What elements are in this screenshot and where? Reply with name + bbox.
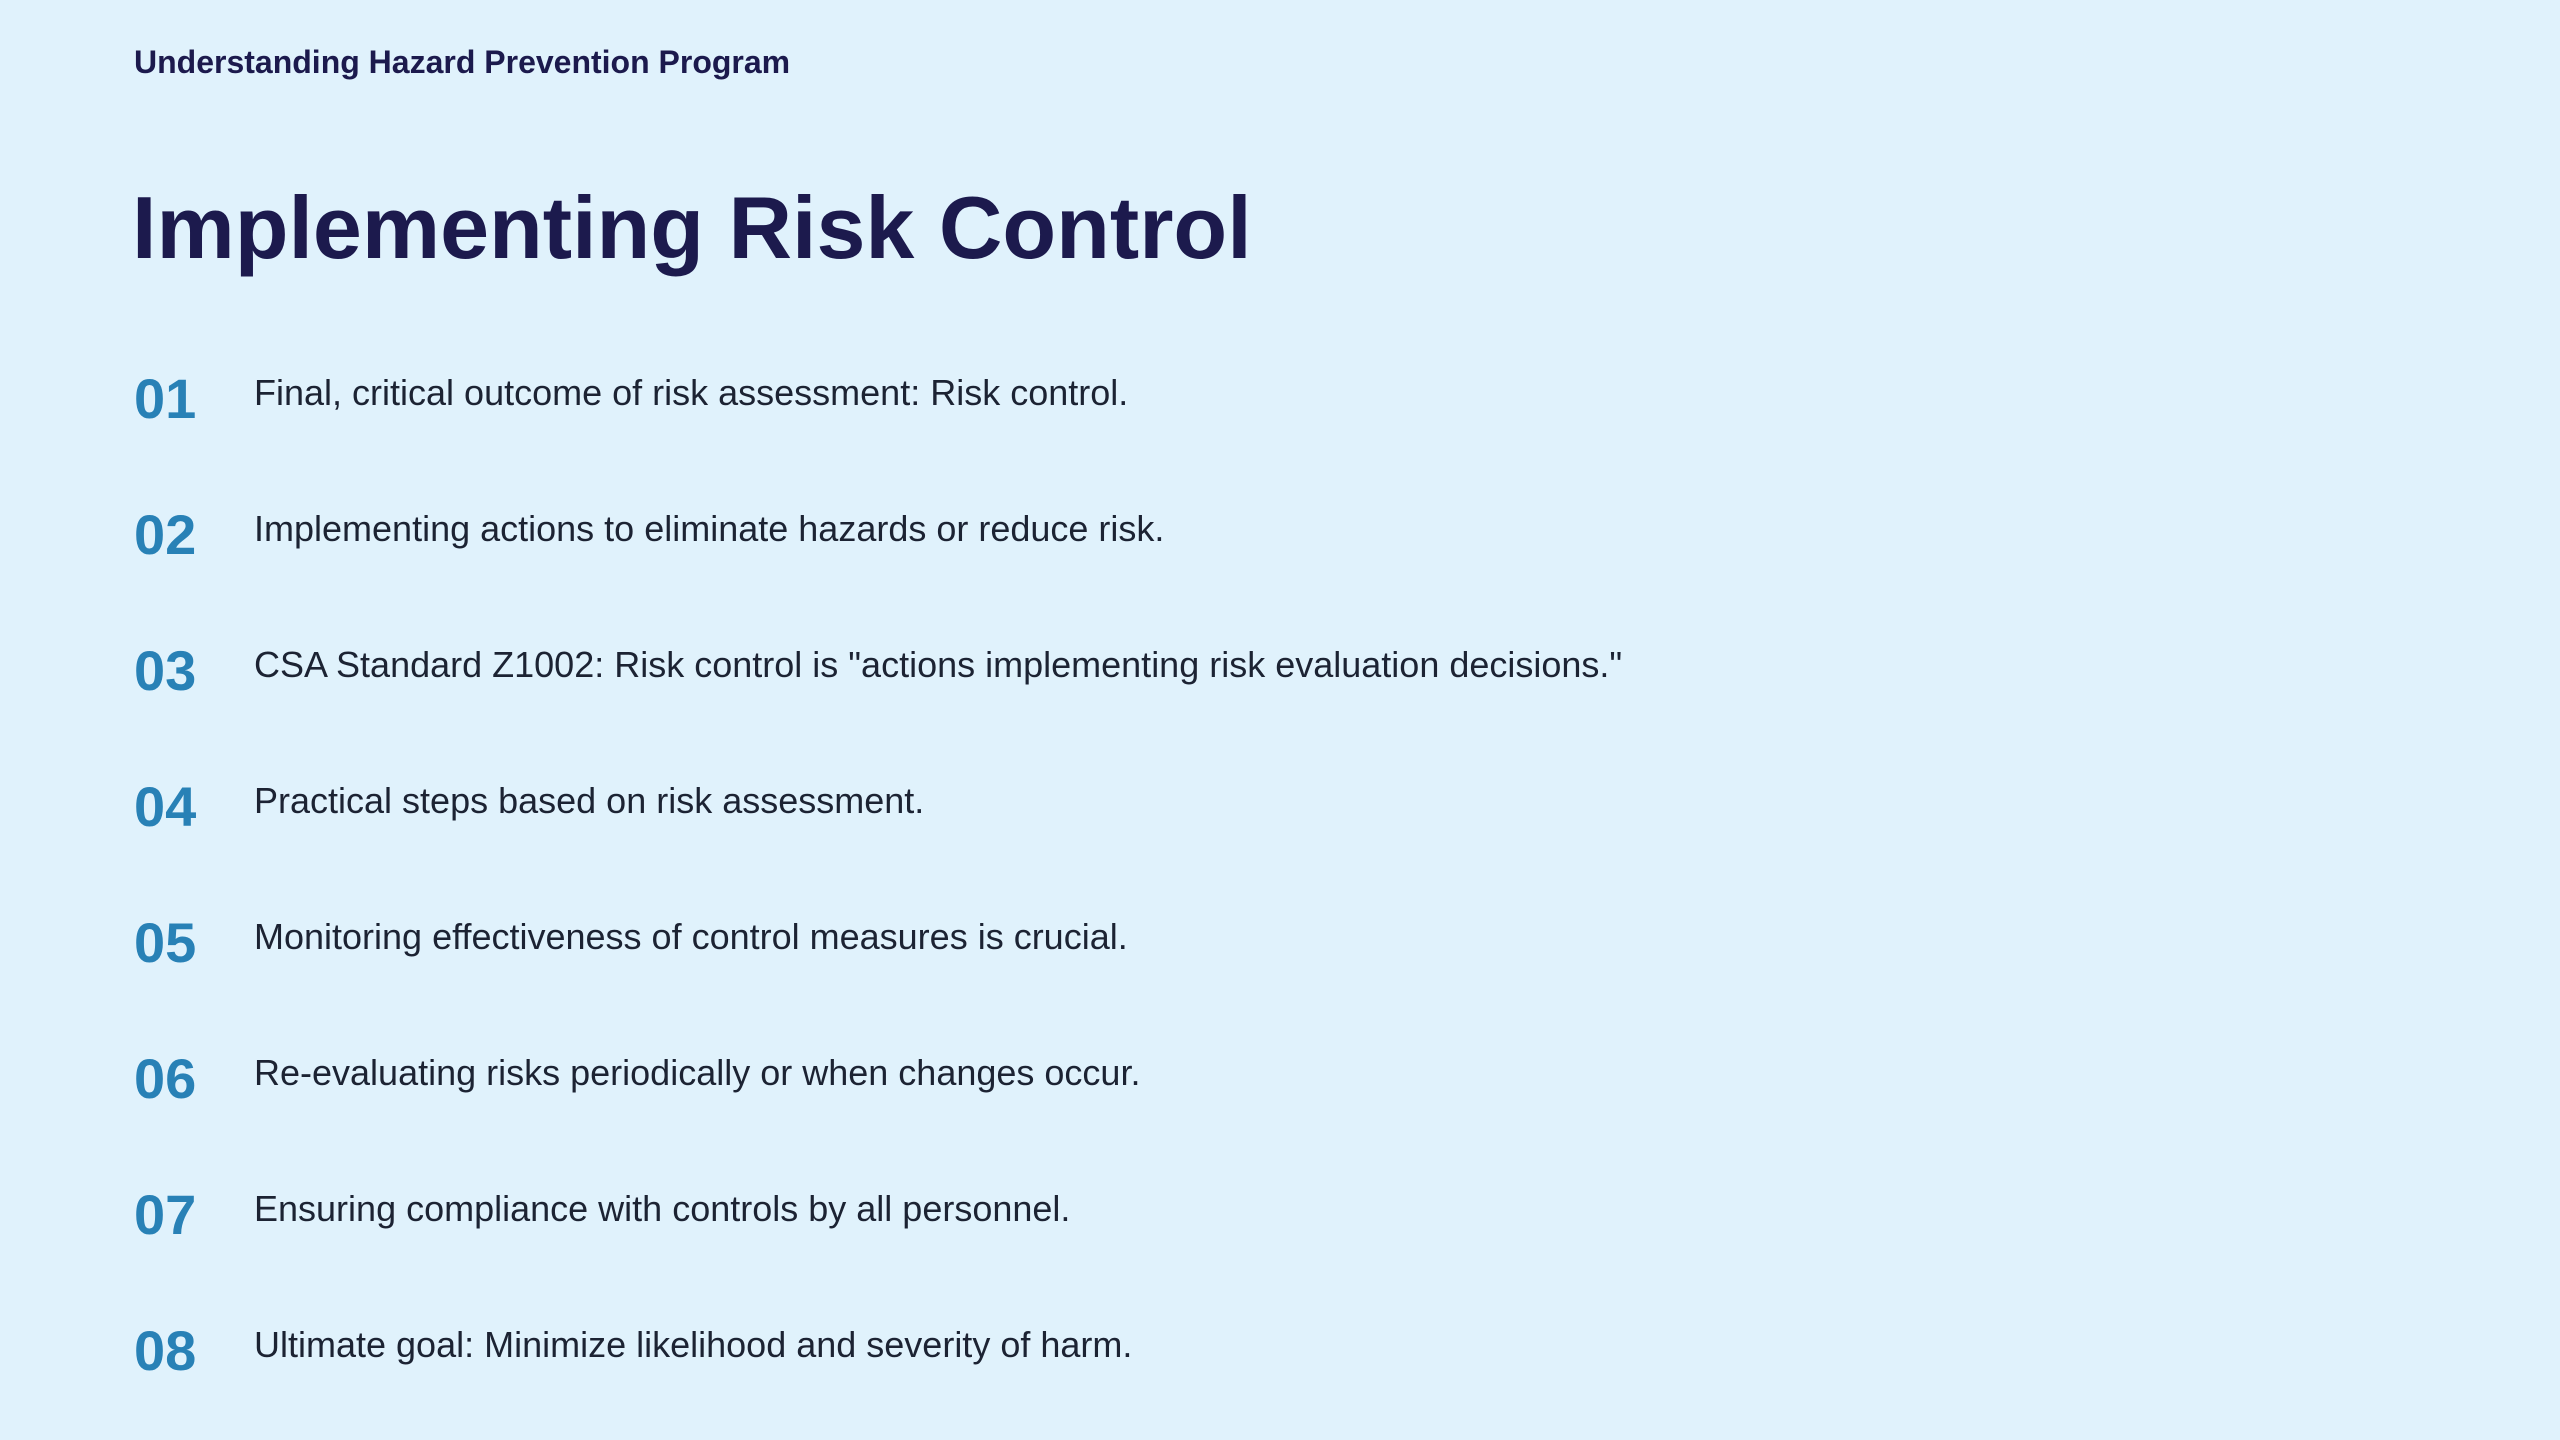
- item-text: Ultimate goal: Minimize likelihood and severity of harm.: [254, 1324, 1133, 1365]
- item-number: 07: [134, 1183, 197, 1246]
- item-number: 04: [134, 775, 197, 838]
- list-item: [134, 1182, 2434, 1318]
- presentation-subtitle: Understanding Hazard Prevention Program: [134, 44, 791, 80]
- list-item: [134, 1318, 2434, 1440]
- list-item: [134, 774, 2434, 910]
- item-text: Implementing actions to eliminate hazards or reduce risk.: [254, 508, 1165, 549]
- item-text: Monitoring effectiveness of control measures is crucial.: [254, 916, 1128, 957]
- item-number: 08: [134, 1319, 197, 1382]
- item-text: Practical steps based on risk assessment.: [254, 780, 925, 821]
- item-text: CSA Standard Z1002: Risk control is "actions implementing risk evaluation decisions.": [254, 644, 1623, 685]
- numbered-list: [134, 366, 2434, 1440]
- list-item: [134, 502, 2434, 638]
- item-number: 02: [134, 503, 197, 566]
- list-item: [134, 1046, 2434, 1182]
- item-number: 01: [134, 367, 197, 430]
- item-text: Ensuring compliance with controls by all personnel.: [254, 1188, 1071, 1229]
- item-text: Re-evaluating risks periodically or when changes occur.: [254, 1052, 1141, 1093]
- item-number: 05: [134, 911, 197, 974]
- item-number: 06: [134, 1047, 197, 1110]
- item-number: 03: [134, 639, 197, 702]
- slide-title: Implementing Risk Control: [132, 178, 1252, 277]
- item-text: Final, critical outcome of risk assessment: Risk control.: [254, 372, 1129, 413]
- list-item: [134, 638, 2434, 774]
- list-item: [134, 366, 2434, 502]
- list-item: [134, 910, 2434, 1046]
